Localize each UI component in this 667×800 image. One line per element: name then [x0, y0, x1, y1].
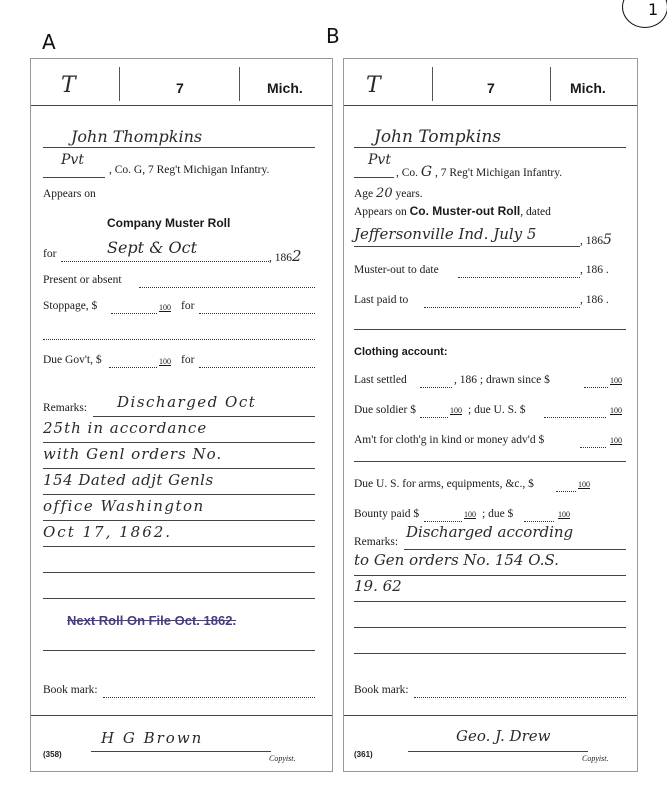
last-settled-year: , 186 ; drawn since $ [454, 374, 550, 386]
unit-line: , Co. G, 7 Reg't Michigan Infantry. [109, 164, 270, 176]
rank: Pvt [61, 152, 84, 168]
copyist-label: Copyist. [269, 754, 296, 763]
soldier-name: John Thompkins [71, 127, 203, 146]
due-soldier-cents: 100 [450, 406, 462, 415]
due-gov-label: Due Gov't, $ [43, 354, 102, 366]
page-number-circle [622, 0, 667, 28]
card-company-muster-roll [30, 58, 333, 772]
card-number: (358) [43, 750, 62, 759]
copyist-signature: H G Brown [101, 729, 204, 747]
remarks-line-3: with Genl orders No. [43, 445, 223, 463]
copyist-label: Copyist. [582, 754, 609, 763]
bounty-due-cents: 100 [558, 510, 570, 519]
regiment-number: 7 [487, 80, 495, 96]
corner-mark-a: A [42, 30, 56, 54]
bookmark-label: Book mark: [354, 684, 409, 696]
stoppage-for: for [181, 300, 195, 312]
remarks-line-4: 154 Dated adjt Genls [43, 471, 214, 489]
last-paid-label: Last paid to [354, 294, 409, 306]
copyist-signature: Geo. J. Drew [456, 727, 551, 745]
due-gov-cents: 100 [159, 357, 171, 366]
muster-year: , 1865 [580, 232, 612, 248]
place-date: Jeffersonville Ind. July 5 [354, 225, 537, 243]
stoppage-label: Stoppage, $ [43, 300, 98, 312]
regiment-number: 7 [176, 80, 184, 96]
for-value: Sept & Oct [107, 238, 198, 257]
present-absent-label: Present or absent [43, 274, 122, 286]
rank: Pvt [368, 152, 391, 168]
bounty-label: Bounty paid $ [354, 508, 420, 520]
remarks-line-1: Discharged according [406, 523, 574, 541]
for-label: for [43, 248, 57, 260]
file-letter: T [366, 73, 381, 98]
age-line: Age 20 years. [354, 186, 423, 201]
next-roll-stamp: Next Roll On File Oct. 1862. [67, 613, 237, 628]
card-muster-out-roll [343, 58, 638, 772]
remarks-label: Remarks: [354, 536, 399, 548]
arms-label: Due U. S. for arms, equipments, &c., $ [354, 478, 534, 490]
bounty-due-label: ; due $ [482, 508, 514, 520]
last-paid-year: , 186 . [580, 294, 609, 306]
muster-out-label: Muster-out to date [354, 264, 439, 276]
clothing-account-label: Clothing account: [354, 346, 448, 358]
due-us-cents: 100 [610, 406, 622, 415]
remarks-line-1: Discharged Oct [117, 393, 257, 411]
remarks-line-2: to Gen orders No. 154 O.S. [354, 551, 559, 569]
corner-mark-b: B [326, 24, 340, 48]
amt-clothing-label: Am't for cloth'g in kind or money adv'd $ [354, 434, 545, 446]
state-abbrev: Mich. [570, 80, 606, 96]
stoppage-cents: 100 [159, 303, 171, 312]
due-soldier-label: Due soldier $ [354, 404, 416, 416]
remarks-line-2: 25th in accordance [43, 419, 208, 437]
arms-cents: 100 [578, 480, 590, 489]
due-gov-for: for [181, 354, 195, 366]
remarks-line-3: 19. 62 [354, 577, 402, 595]
unit-line: , Co. G , 7 Reg't Michigan Infantry. [396, 164, 563, 180]
last-settled-label: Last settled [354, 374, 407, 386]
bounty-cents: 100 [464, 510, 476, 519]
file-letter: T [61, 73, 76, 98]
soldier-name: John Tompkins [374, 127, 502, 147]
remarks-line-5: office Washington [43, 497, 205, 515]
bookmark-label: Book mark: [43, 684, 98, 696]
appears-on-line: Appears on Co. Muster-out Roll, dated [354, 204, 551, 218]
remarks-line-6: Oct 17, 1862. [43, 523, 173, 541]
state-abbrev: Mich. [267, 80, 303, 96]
appears-on-label: Appears on [43, 188, 96, 200]
card-number: (361) [354, 750, 373, 759]
due-us-label: ; due U. S. $ [468, 404, 526, 416]
remarks-label: Remarks: [43, 402, 88, 414]
page-number: 1 [648, 0, 659, 19]
year-label: , 1862 [269, 247, 302, 265]
roll-title: Company Muster Roll [107, 216, 231, 230]
muster-out-year: , 186 . [580, 264, 609, 276]
amt-clothing-cents: 100 [610, 436, 622, 445]
drawn-cents: 100 [610, 376, 622, 385]
